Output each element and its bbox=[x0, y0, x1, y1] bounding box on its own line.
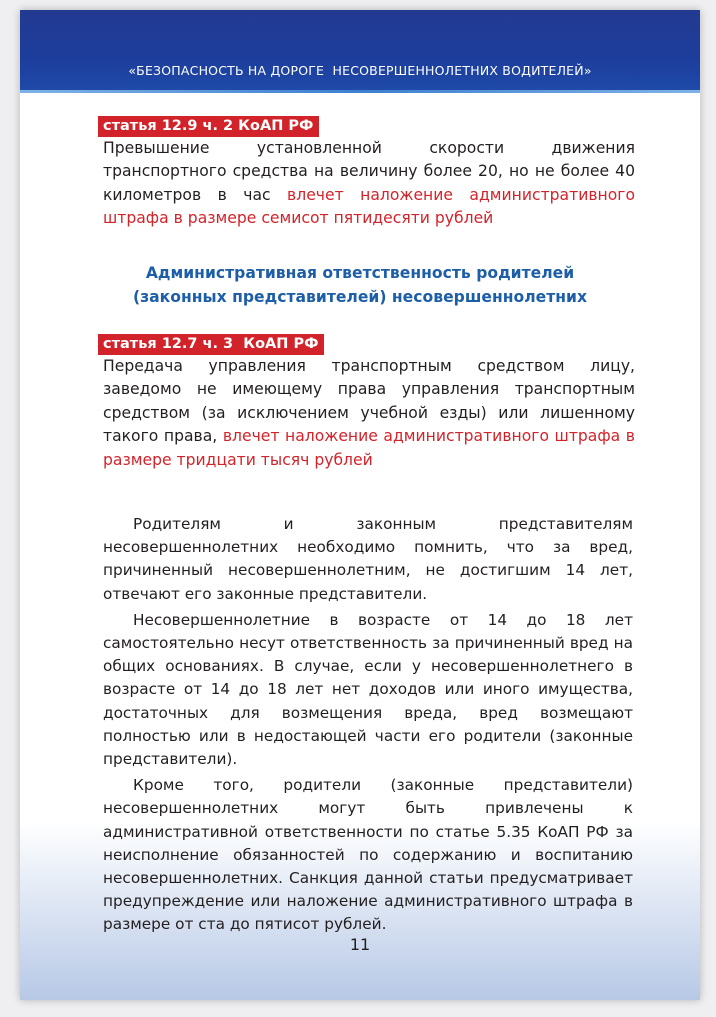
header-divider bbox=[20, 90, 700, 93]
section-heading-line1: Административная ответственность родителей bbox=[145, 264, 575, 282]
page-header bbox=[20, 10, 700, 90]
article-12-9-description: Превышение установленной скорости движения транспортного средства на величину более 20, но не более 40 километров в час bbox=[103, 139, 635, 204]
page-number: 11 bbox=[349, 935, 371, 954]
section-heading bbox=[60, 262, 660, 309]
brochure-page bbox=[20, 10, 700, 1000]
body-paragraph-2: Несовершеннолетние в возрасте от 14 до 18 лет самостоятельно несут ответственность за причиненный вред на общих основаниях. В случае, если у несовершеннолетнего в возрасте от 14 до 18 лет нет доходов или иного имущества, достаточных для возмещения вреда, вред возмещают полностью или в недостающей части его родители (законные представители). bbox=[103, 610, 633, 769]
article-badge-12-7: статья 12.7 ч. 3 КоАП РФ bbox=[98, 334, 324, 355]
article-12-9-text bbox=[103, 137, 635, 231]
body-paragraph-1: Родителям и законным представителям несовершеннолетних необходимо помнить, что за вред, причиненный несовершеннолетним, не достигшим 14 лет, отвечают его законные представители. bbox=[103, 515, 633, 603]
article-12-9-penalty: влечет наложение административного штрафа в размере семисот пятидесяти рублей bbox=[103, 185, 635, 228]
section-heading-line2: (законных представителей) несовершеннолетних bbox=[132, 287, 588, 306]
article-12-7-description: Передача управления транспортным средством лицу, заведомо не имеющему права управления транспортным средством (за исключением учебной езды) или лишенному такого права, bbox=[103, 357, 635, 446]
article-12-7-penalty: влечет наложение административного штрафа в размере тридцати тысяч рублей bbox=[103, 427, 635, 469]
body-text bbox=[103, 513, 633, 940]
article-12-7-text bbox=[103, 355, 635, 472]
header-title: «БЕЗОПАСНОСТЬ НА ДОРОГЕ НЕСОВЕРШЕННОЛЕТНИХ ВОДИТЕЛЕЙ» bbox=[128, 63, 592, 78]
article-badge-12-9: статья 12.9 ч. 2 КоАП РФ bbox=[98, 116, 319, 137]
body-paragraph-3: Кроме того, родители (законные представители) несовершеннолетних могут быть привлечены к административной ответственности по статье 5.35 КоАП РФ за неисполнение обязанностей по содержанию и воспитанию несовершеннолетних. Санкция данной статьи предусматривает предупреждение или наложение административного штрафа в размере от ста до пятисот рублей. bbox=[103, 776, 633, 934]
